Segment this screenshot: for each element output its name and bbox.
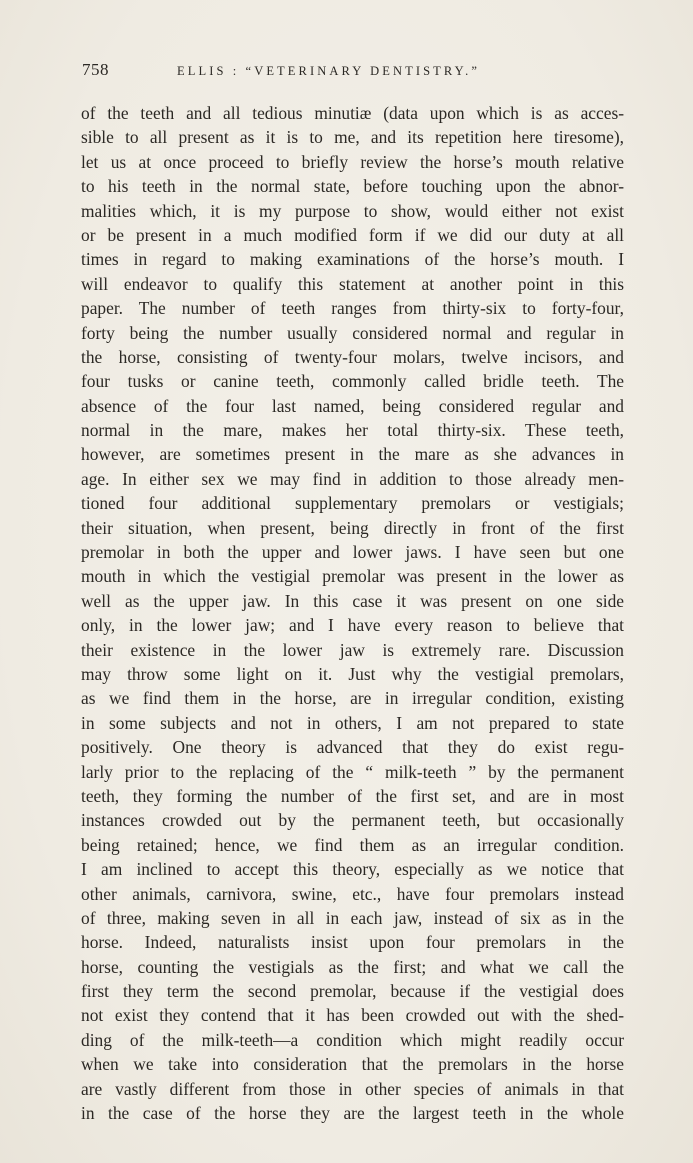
text-line: however, are sometimes present in the mare as she advances in [81,444,624,465]
text-line: teeth, they forming the number of the first set, and are in most [81,785,624,806]
text-line: forty being the number usually considered normal and regular in [81,322,624,343]
text-line: the horse, consisting of twenty-four molars, twelve incisors, and [81,346,624,367]
page-header [82,60,622,84]
text-line: normal in the mare, makes her total thirty-six. These teeth, [81,420,624,441]
text-line: may throw some light on it. Just why the vestigial premolars, [81,663,624,684]
text-line: premolar in both the upper and lower jaws. I have seen but one [81,542,624,563]
text-line: paper. The number of teeth ranges from thirty-six to forty-four, [81,298,624,319]
text-line: of the teeth and all tedious minutiæ (data upon which is as acces- [81,103,624,123]
text-line: will endeavor to qualify this statement at another point in this [81,273,624,294]
text-line: not exist they contend that it has been crowded out with the shed- [81,1005,624,1026]
text-line: their existence in the lower jaw is extremely rare. Discussion [81,639,624,660]
text-line: absence of the four last named, being considered regular and [81,395,624,416]
text-line: as we find them in the horse, are in irregular condition, existing [81,688,624,709]
text-line: in the case of the horse they are the largest teeth in the whole [81,1103,624,1124]
text-line: times in regard to making examinations of the horse’s mouth. I [81,249,624,270]
text-line: ding of the milk-teeth—a condition which might readily occur [81,1029,624,1050]
text-line: let us at once proceed to briefly review the horse’s mouth relative [81,151,624,172]
text-line: or be present in a much modified form if we did our duty at all [81,224,624,245]
text-line: positively. One theory is advanced that they do exist regu- [81,737,624,758]
text-line: only, in the lower jaw; and I have every reason to believe that [81,615,624,636]
text-line: age. In either sex we may find in addition to those already men- [81,468,624,489]
text-line: other animals, carnivora, swine, etc., have four premolars instead [81,883,624,904]
text-line: four tusks or canine teeth, commonly called bridle teeth. The [81,371,624,392]
text-line: when we take into consideration that the premolars in the horse [81,1054,624,1075]
text-line: first they term the second premolar, because if the vestigial does [81,981,624,1002]
running-head: ELLIS : “VETERINARY DENTISTRY.” [177,64,481,78]
text-line: are vastly different from those in other species of animals in that [81,1078,624,1099]
text-line: larly prior to the replacing of the “ milk-teeth ” by the permanent [81,761,624,782]
text-line: tioned four additional supplementary premolars or vestigials; [81,493,624,514]
text-line: horse, counting the vestigials as the first; and what we call the [81,956,624,977]
text-line: of three, making seven in all in each jaw, instead of six as in the [81,907,624,928]
text-line: malities which, it is my purpose to show, would either not exist [81,200,624,221]
text-line: to his teeth in the normal state, before touching upon the abnor- [81,176,624,197]
text-line: horse. Indeed, naturalists insist upon four premolars in the [81,932,624,953]
text-line: being retained; hence, we find them as an irregular condition. [81,834,624,855]
text-line: in some subjects and not in others, I am not prepared to state [81,712,624,733]
text-line: well as the upper jaw. In this case it was present on one side [81,590,624,611]
text-line: mouth in which the vestigial premolar was present in the lower as [81,566,624,587]
text-line: instances crowded out by the permanent teeth, but occasionally [81,810,624,831]
text-line: sible to all present as it is to me, and its repetition here tiresome), [81,127,624,148]
page-number: 758 [82,60,109,79]
text-line: I am inclined to accept this theory, especially as we notice that [81,859,624,880]
text-line: their situation, when present, being directly in front of the first [81,517,624,538]
body-text [81,101,624,1125]
